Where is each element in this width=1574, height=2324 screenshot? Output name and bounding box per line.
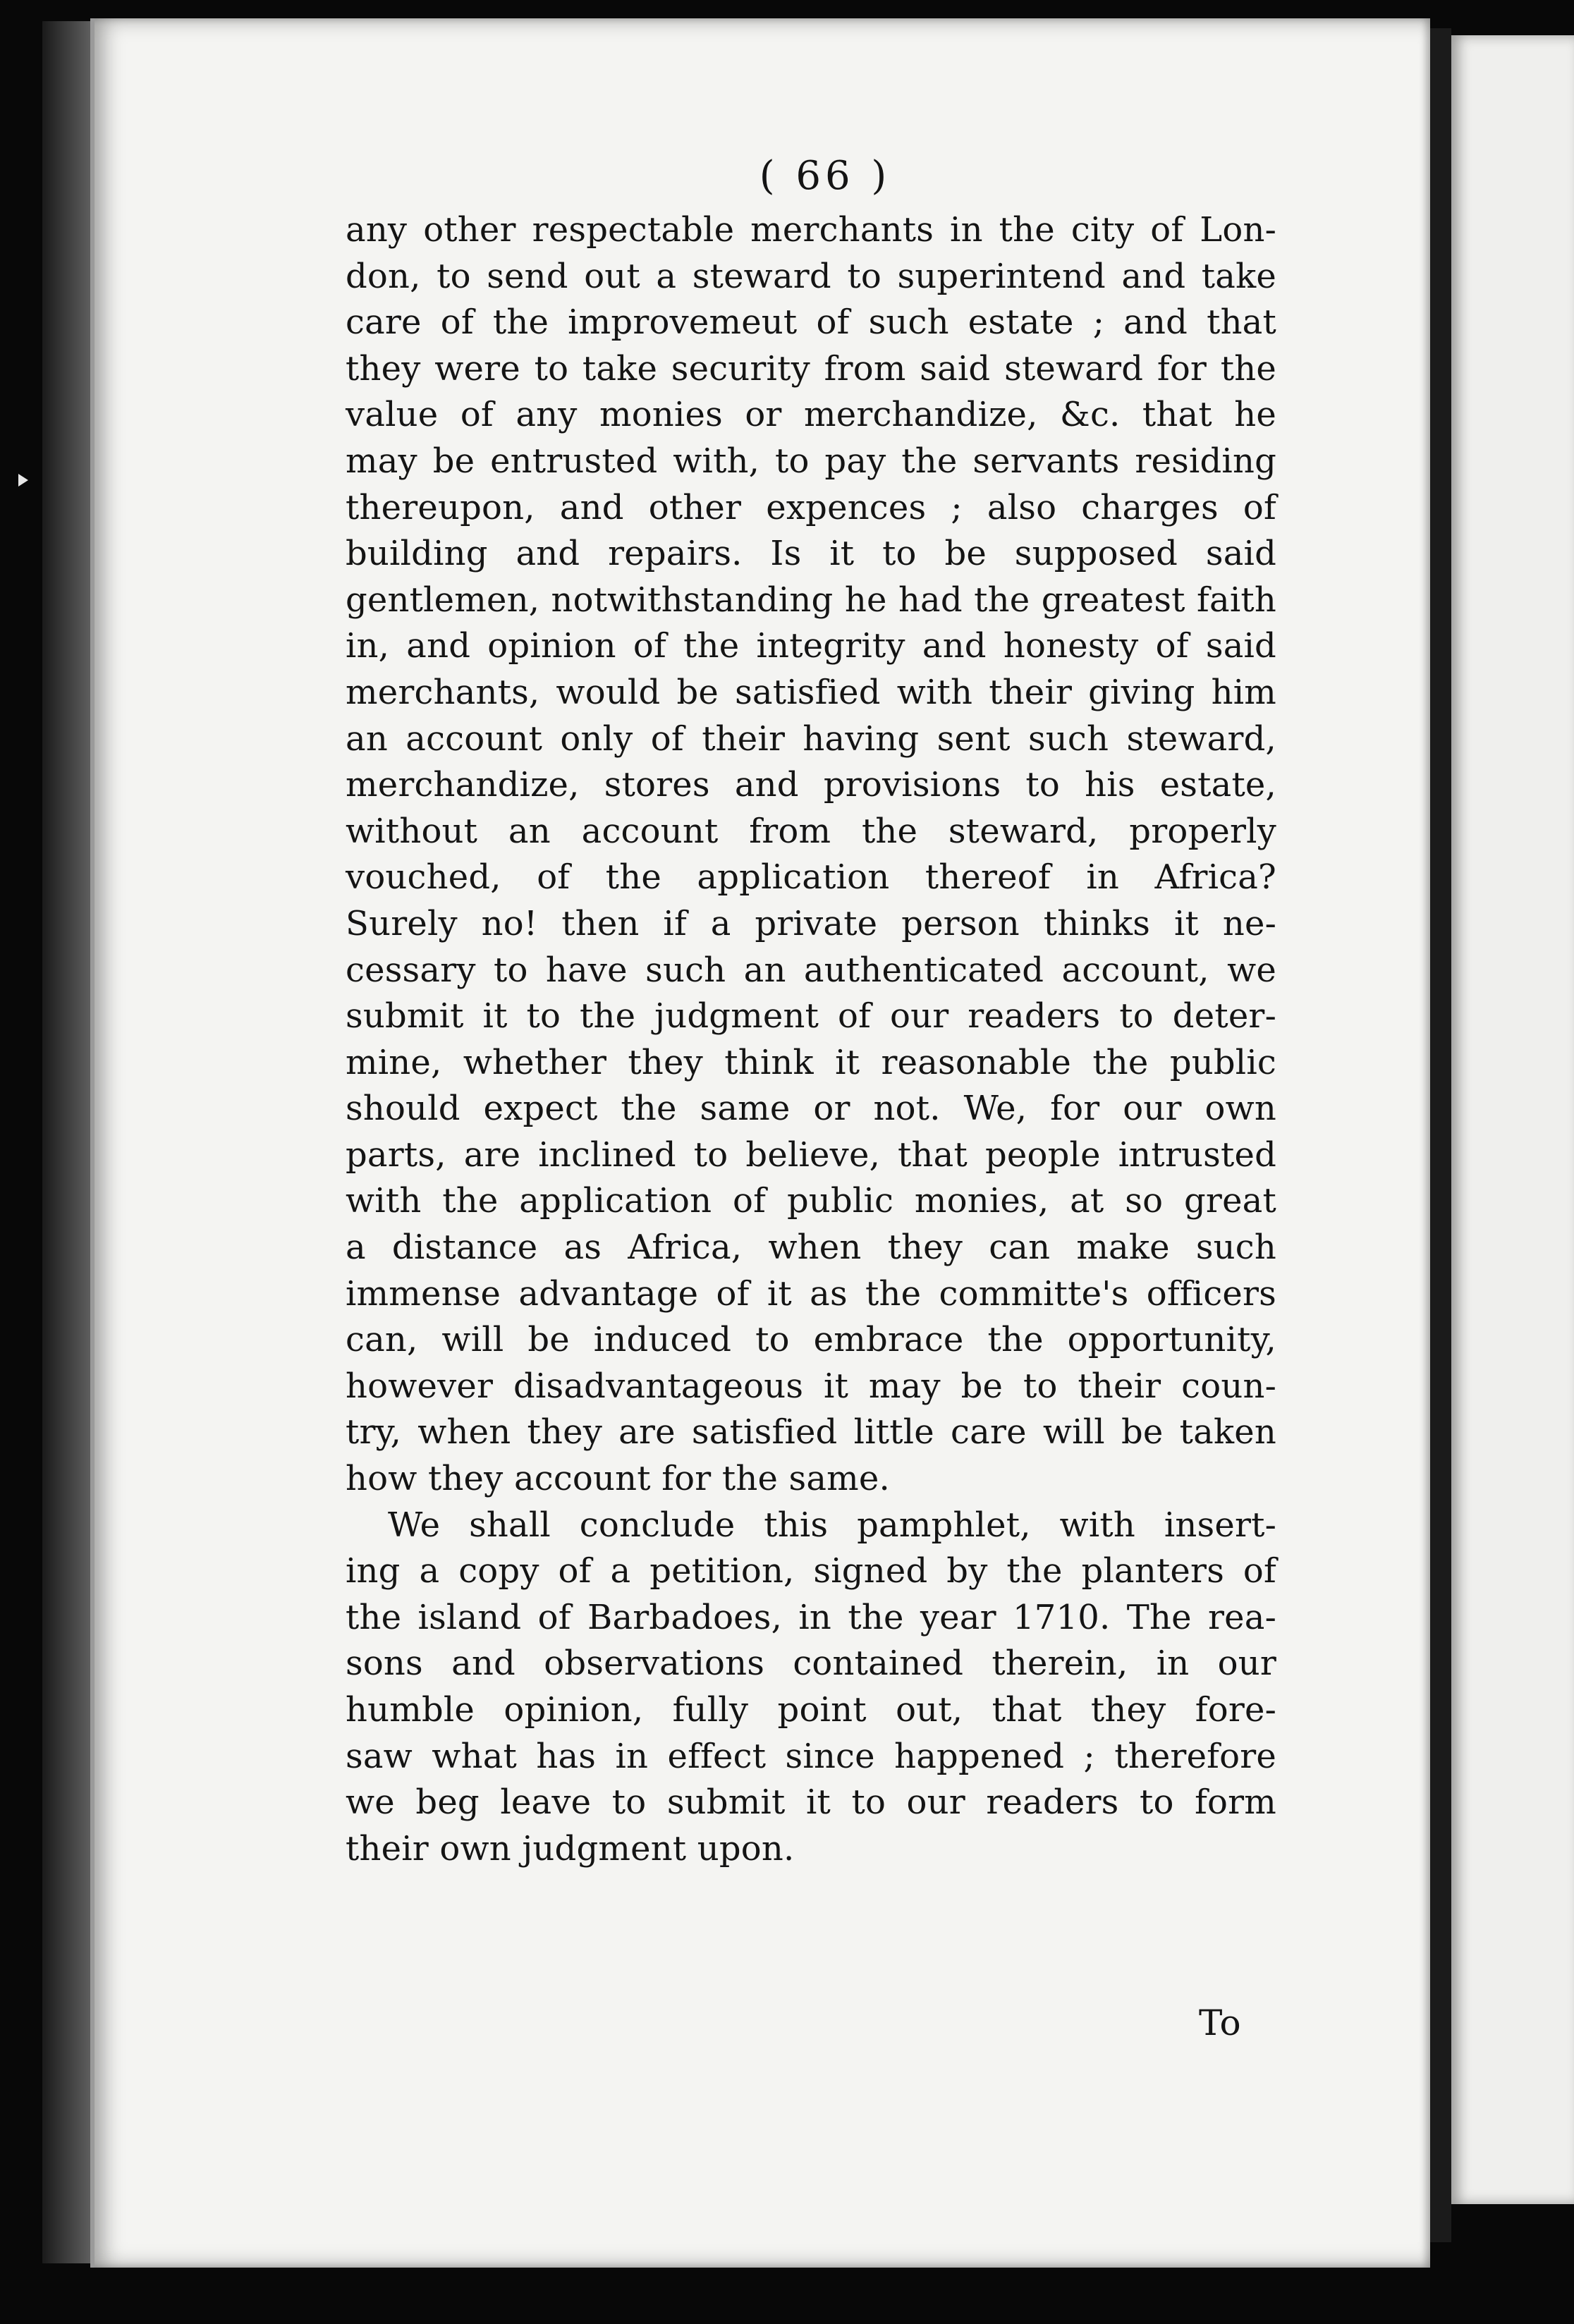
text-line: cessary to have such an authenticated account, we (346, 950, 1276, 990)
text-line: in, and opinion of the integrity and honesty of said (346, 626, 1276, 666)
text-line: parts, are inclined to believe, that people intrusted (346, 1135, 1276, 1175)
page-text (346, 147, 1276, 1872)
text-line: vouched, of the application thereof in Africa? (346, 857, 1276, 898)
text-line: merchandize, stores and provisions to his estate, (346, 765, 1276, 805)
page-edge (90, 18, 94, 2268)
text-line: without an account from the steward, properly (346, 811, 1276, 851)
book-gutter (1430, 28, 1451, 2242)
text-line: value of any monies or merchandize, &c. that he (346, 395, 1276, 435)
text-line: we beg leave to submit it to our readers to form (346, 1782, 1276, 1823)
text-line: with the application of public monies, at so great (346, 1181, 1276, 1221)
text-line: try, when they are satisfied little care will be taken (346, 1412, 1276, 1452)
text-line: can, will be induced to embrace the opportunity, (346, 1320, 1276, 1360)
text-line: Surely no! then if a private person thinks it ne- (346, 903, 1276, 943)
text-line: building and repairs. Is it to be supposed said (346, 534, 1276, 574)
text-line: any other respectable merchants in the city of Lon- (346, 210, 1276, 250)
paragraph-1 (346, 207, 1276, 1503)
text-line: however disadvantageous it may be to their coun- (346, 1366, 1276, 1406)
text-line: an account only of their having sent such steward, (346, 718, 1276, 759)
text-line: We shall conclude this pamphlet, with insert- (388, 1505, 1276, 1545)
text-line: how they account for the same. (346, 1459, 890, 1499)
page-number-header: ( 66 ) (759, 153, 891, 199)
right-page-edge (1451, 35, 1574, 2204)
text-line: care of the improvemeut of such estate ; and that (346, 302, 1276, 343)
text-line: should expect the same or not. We, for our own (346, 1089, 1276, 1129)
text-line: their own judgment upon. (346, 1828, 795, 1869)
margin-mark (18, 474, 28, 487)
text-line: humble opinion, fully point out, that they fore- (346, 1690, 1276, 1730)
text-line: mine, whether they think it reasonable the public (346, 1042, 1276, 1082)
text-line: merchants, would be satisfied with their giving him (346, 672, 1276, 712)
text-line: immense advantage of it as the committe's officers (346, 1273, 1276, 1314)
text-line: submit it to the judgment of our readers to deter- (346, 996, 1276, 1036)
text-line: saw what has in effect since happened ; therefore (346, 1736, 1276, 1776)
text-line: the island of Barbadoes, in the year 1710. The rea- (346, 1597, 1276, 1637)
text-line: a distance as Africa, when they can make such (346, 1228, 1276, 1268)
text-line: ing a copy of a petition, signed by the planters of (346, 1551, 1276, 1591)
text-line: don, to send out a steward to superintend and take (346, 256, 1276, 296)
text-line: thereupon, and other expences ; also charges of (346, 487, 1276, 527)
catchword: To (1199, 2002, 1241, 2043)
text-line: gentlemen, notwithstanding he had the greatest faith (346, 580, 1276, 620)
paragraph-2 (346, 1503, 1276, 1873)
text-line: may be entrusted with, to pay the servants residing (346, 441, 1276, 481)
text-line: they were to take security from said steward for the (346, 348, 1276, 389)
text-line: sons and observations contained therein, in our (346, 1644, 1276, 1684)
